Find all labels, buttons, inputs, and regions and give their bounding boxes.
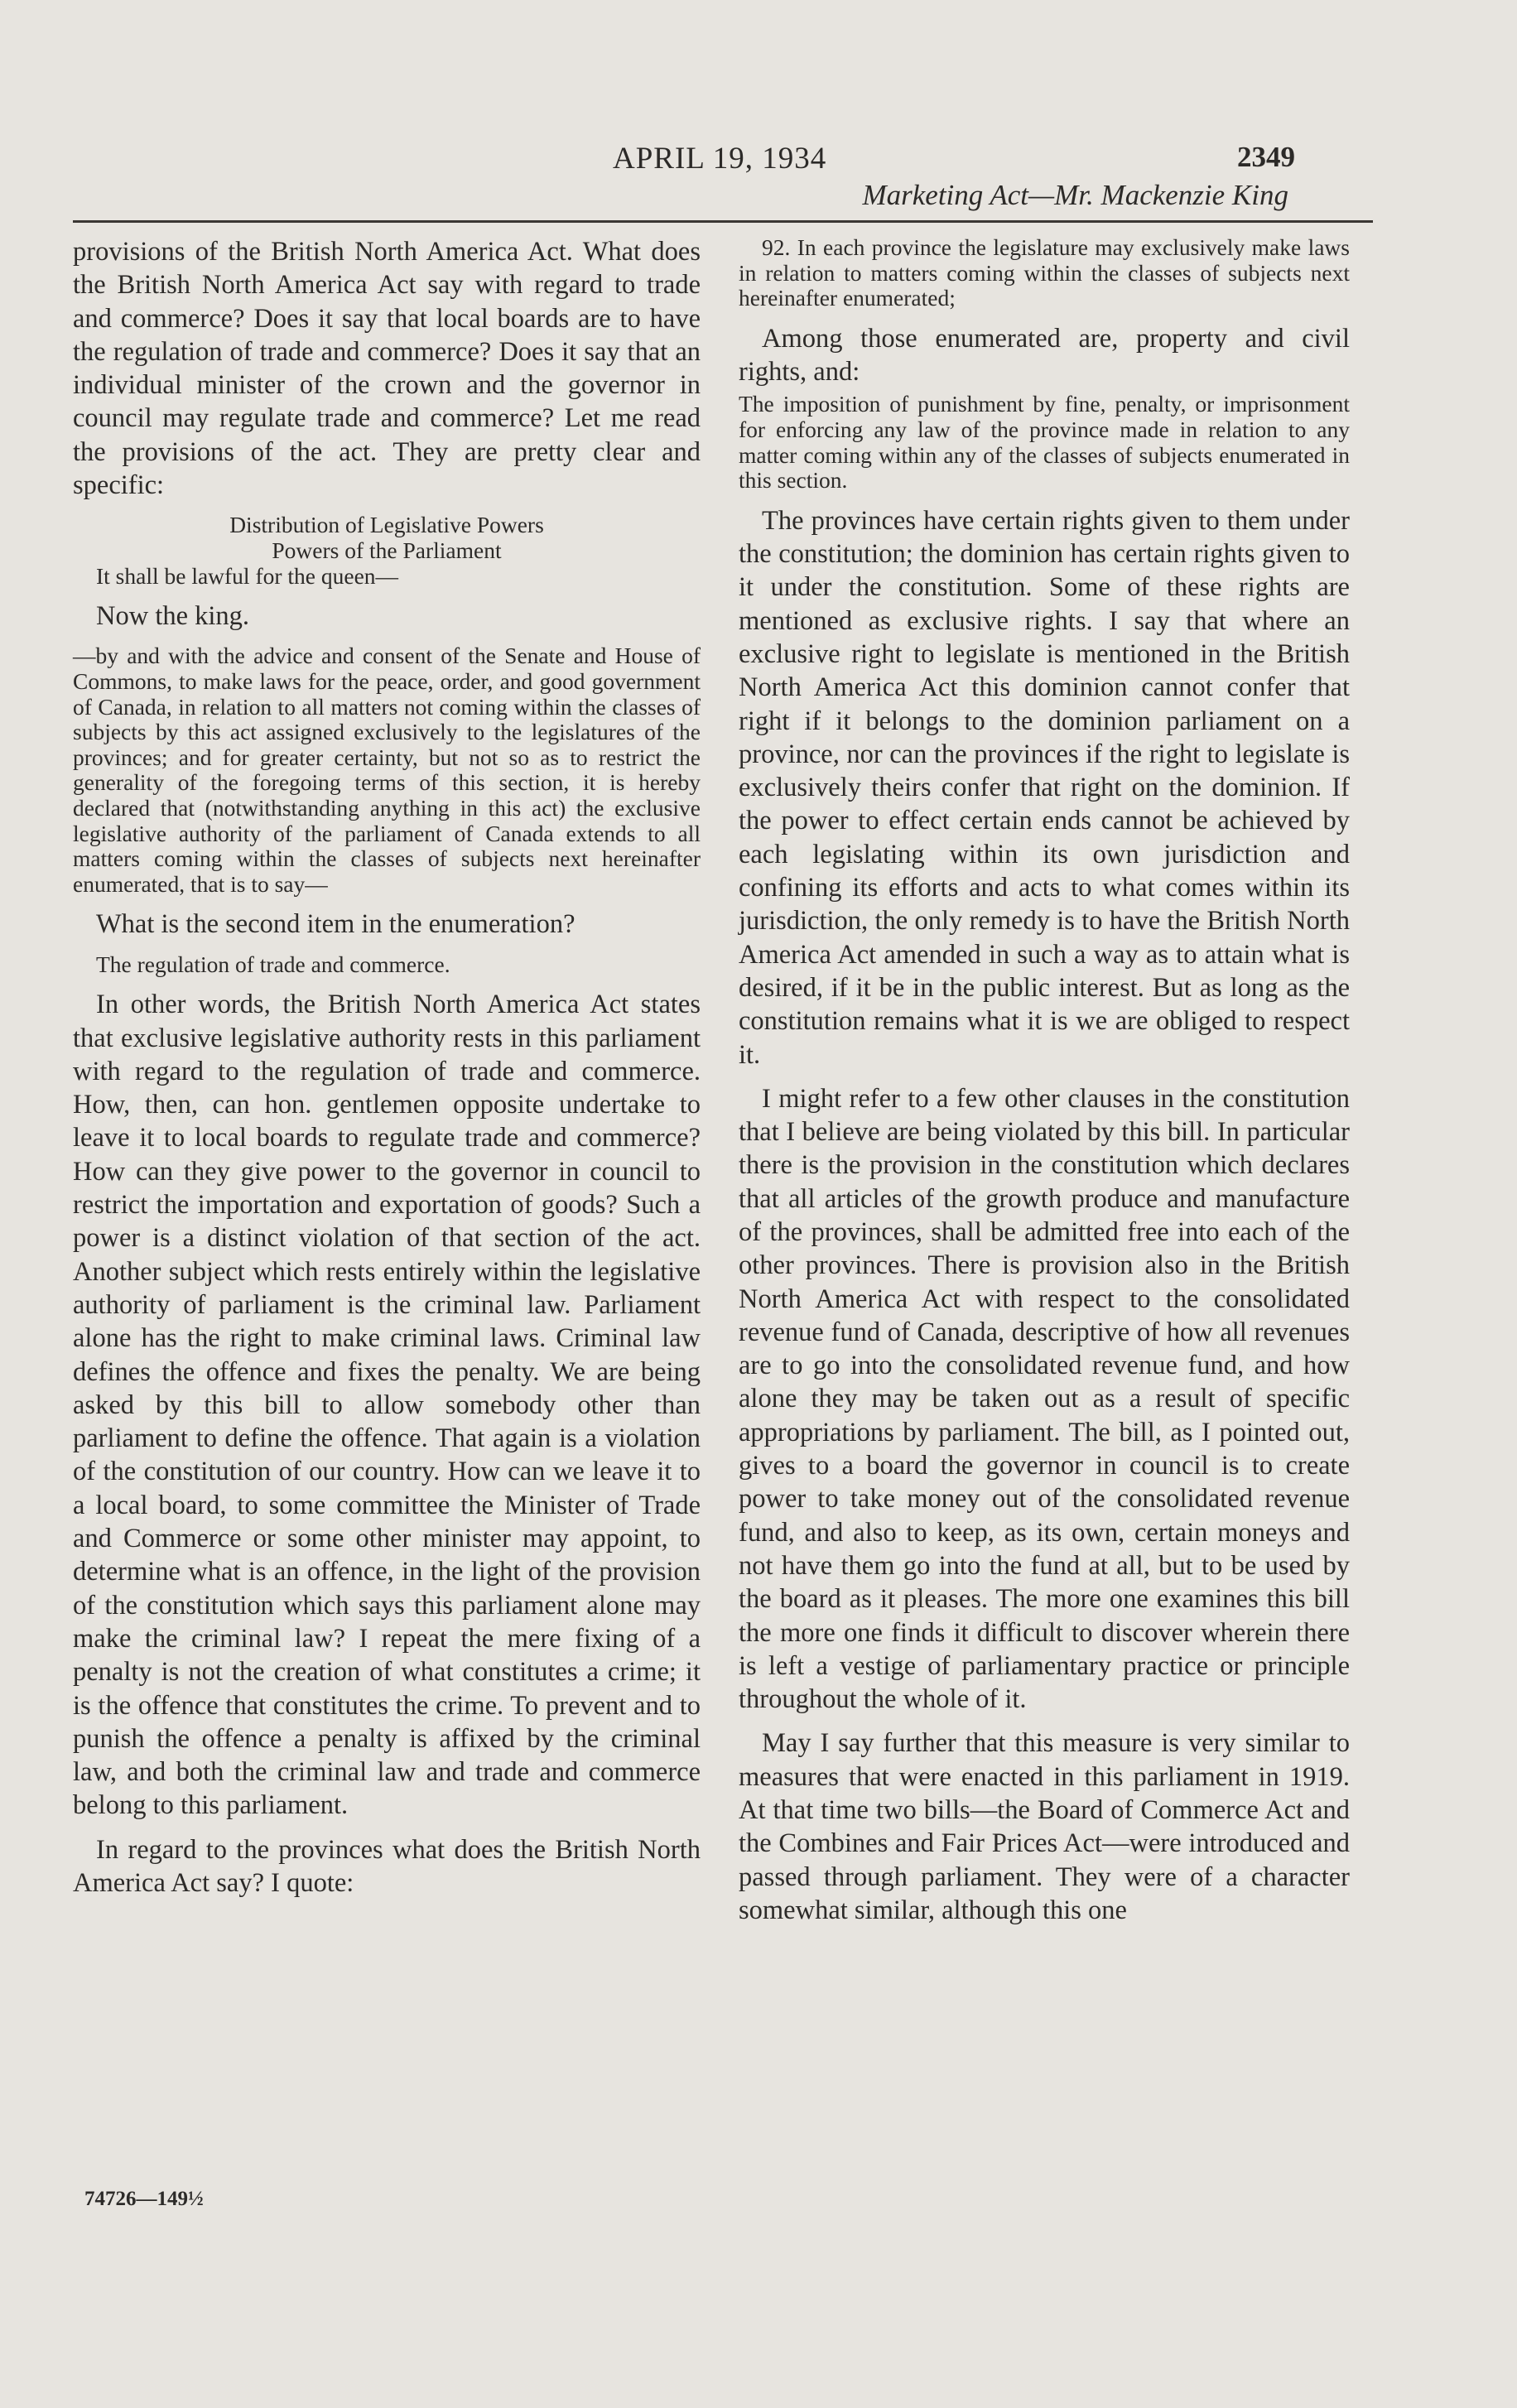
left-paragraph-5: In regard to the provinces what does the British North America Act say? I quote: xyxy=(73,1834,701,1898)
footer-code: 74726—149½ xyxy=(84,2188,204,2210)
left-quote-3: The regulation of trade and commerce. xyxy=(96,951,450,977)
header-rule xyxy=(73,220,1373,223)
left-paragraph-3: What is the second item in the enumeration? xyxy=(96,909,575,940)
quote-heading-distribution: Distribution of Legislative Powers xyxy=(229,512,544,538)
page-number: 2349 xyxy=(1237,141,1295,173)
right-paragraph-1: Among those enumerated are, property and civil rights, and: xyxy=(739,323,1350,388)
left-paragraph-4: In other words, the British North America Act states that exclusive legislative authority rests in this parliament with regard to the regulation of trade and commerce. How, then, can hon. gentlemen opposite undertake to leave it to local boards to regulate trade and commerce? How can they give power to the governor in council to restrict the importation and exportation of goods? Such a power is a distinct violation of that section of the act. Another subject which rests entirely within the legislative authority of parliament is the criminal law. Parliament alone has the right to make criminal laws. Criminal law defines the offence and fixes the penalty. We are being asked by this bill to allow somebody other than parliament to define the offence. That again is a violation of the constitution of our country. How can we leave it to a local board, to some committee the Minister of Trade and Commerce or some other minister may appoint, to determine what is an offence, in the light of the provision of the constitution which says this parliament alone may make the criminal law? I repeat the mere fixing of a penalty is not the creation of what constitutes a crime; it is the offence that constitutes the crime. To prevent and to punish the offence a penalty is affixed by the criminal law, and both the criminal law and trade and commerce belong to this parliament. xyxy=(73,990,701,1821)
right-paragraph-4: May I say further that this measure is very similar to measures that were enacted in this parliament in 1919. At that time two bills—the Board of Commerce Act and the Combines and Fair Prices Act—were introduced and passed through parliament. They were of a character somewhat similar, although this one xyxy=(739,1728,1350,1925)
left-paragraph-1: provisions of the British North America Act. What does the British North America Act say with regard to trade and commerce? Does it say that local boards are to have the regulation of trade and commerce? Does it say that an individual minister of the crown and the governor in council may regulate trade and commerce? Let me read the provisions of the act. They are pretty clear and specific: xyxy=(73,237,701,501)
header-date: APRIL 19, 1934 xyxy=(613,142,827,176)
right-quote-1: 92. In each province the legislature may exclusively make laws in relation to matters coming within the classes of subjects next hereinafter enumerated; xyxy=(739,234,1350,311)
left-column xyxy=(73,235,701,1910)
left-quote-2: —by and with the advice and consent of the Senate and House of Commons, to make laws for the peace, order, and good government of Canada, in relation to all matters not coming within the classes of subjects by this act assigned exclusively to the legislatures of the provinces; and for greater certainty, but not so as to restrict the generality of the foregoing terms of this section, it is hereby declared that (notwithstanding anything in this act) the exclusive legislative authority of the parliament of Canada extends to all matters coming within the classes of subjects next hereinafter enumerated, that is to say— xyxy=(73,643,701,897)
left-paragraph-2: Now the king. xyxy=(96,601,250,632)
quote-heading-powers: Powers of the Parliament xyxy=(272,537,502,563)
right-paragraph-3: I might refer to a few other clauses in the constitution that I believe are being violated by this bill. In particular there is the provision in the constitution which declares that all articles of the growth produce and manufacture of the provinces, shall be admitted free into each of the other provinces. There is provision also in the British North America Act with respect to the consolidated revenue fund of Canada, descriptive of how all revenues are to go into the consolidated revenue fund, and how alone they may be taken out as a result of specific appropriations by parliament. The bill, as I pointed out, gives to a board the governor in council is to create power to take money out of the consolidated revenue fund, and also to keep, as its own, certain moneys and not have them go into the fund at all, but to be used by the board as it pleases. The more one examines this bill the more one finds it difficult to discover wherein there is left a vestige of parliamentary practice or principle throughout the whole of it. xyxy=(739,1083,1350,1715)
right-paragraph-2: The provinces have certain rights given to them under the constitution; the dominion has certain rights given to it under the constitution. Some of these rights are mentioned as exclusive rights. I say that where an exclusive right to legislate is mentioned in the British North America Act this dominion cannot confer that right if it belongs to the dominion parliament on a province, nor can the provinces if the right to legislate is exclusively theirs confer that right on the dominion. If the power to effect certain ends cannot be achieved by each legislating within its own jurisdiction and confining its efforts and acts to what comes within its jurisdiction, the only remedy is to have the British North America Act amended in such a way as to attain what is desired, if it be in the public interest. But as long as the constitution remains what it is we are obliged to respect it. xyxy=(739,505,1350,1070)
right-column xyxy=(739,235,1350,1938)
left-quote-1: It shall be lawful for the queen— xyxy=(96,562,399,589)
right-quote-2: The imposition of punishment by fine, penalty, or imprisonment for enforcing any law of the province made in relation to any matter coming within any of the classes of subjects enumerated in this section. xyxy=(739,391,1350,494)
running-head: Marketing Act—Mr. Mackenzie King xyxy=(862,179,1288,211)
